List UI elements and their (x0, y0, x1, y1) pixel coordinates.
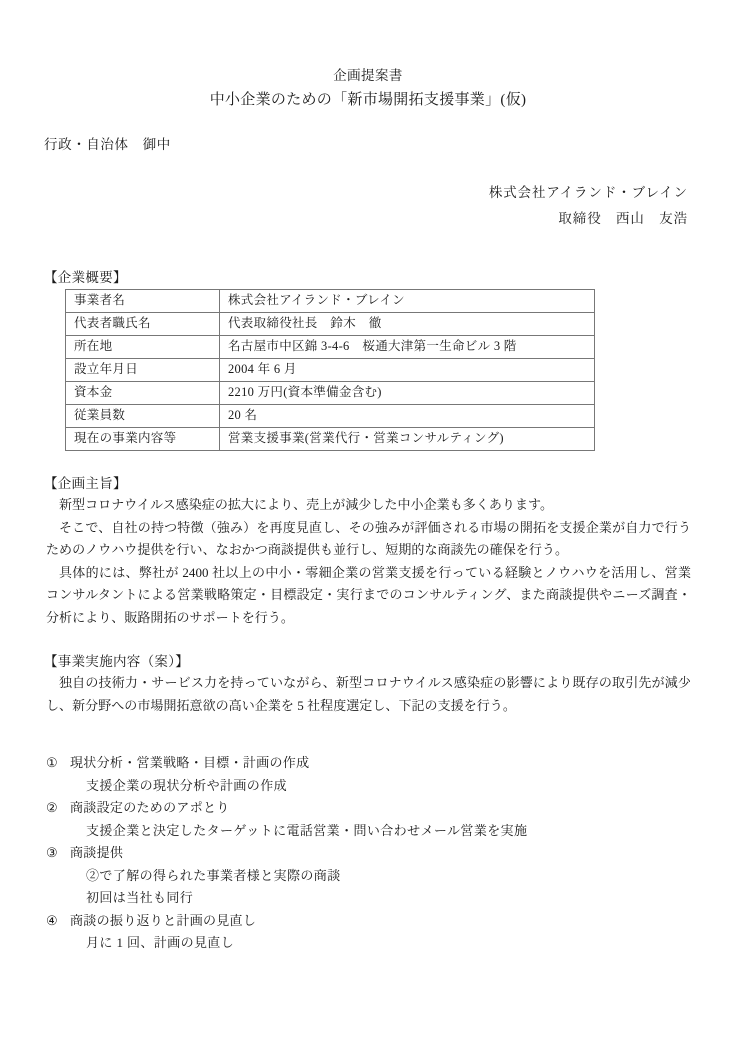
list-item-label: 商談設定のためのアポとり (70, 800, 230, 815)
table-cell-value: 2004 年 6 月 (220, 359, 595, 382)
list-item-sub-label: ②で了解の得られた事業者様と実際の商談 (86, 867, 341, 883)
body-paragraph: 具体的には、弊社が 2400 社以上の中小・零細企業の営業支援を行っている経験とノウハウを活用し、営業コンサルタントによる営業戦略策定・目標設定・実行までのコンサルティング、また商談提供やニーズ調査・分析により、販路開拓のサポートを行う。 (46, 564, 691, 625)
list-item-sub-label: 支援企業の現状分析や計画の作成 (86, 777, 288, 793)
table-cell-value: 株式会社アイランド・ブレイン (220, 290, 595, 313)
company-overview-table-body (66, 290, 595, 451)
list-item (46, 797, 691, 820)
list-item-sub-label: 初回は当社も同行 (86, 890, 194, 905)
table-cell-label: 現在の事業内容等 (66, 428, 220, 451)
section-heading-implementation-plan: 【事業実施内容（案）】 (44, 654, 190, 669)
table-cell-label: 設立年月日 (66, 359, 220, 382)
company-overview-table (65, 289, 595, 451)
table-cell-value: 20 名 (220, 405, 595, 428)
table-row (66, 359, 595, 382)
table-cell-label: 資本金 (66, 382, 220, 405)
addressee-line: 行政・自治体 御中 (44, 137, 171, 152)
list-item-label: 商談の振り返りと計画の見直し (70, 912, 257, 928)
section-heading-proposal-purpose: 【企画主旨】 (44, 476, 127, 491)
table-cell-label: 従業員数 (66, 405, 220, 428)
document-title-main: 企画提案書 (333, 68, 403, 83)
list-item-label: 現状分析・営業戦略・目標・計画の作成 (70, 755, 310, 770)
signature-company: 株式会社アイランド・ブレイン (488, 185, 688, 200)
list-item-marker: ③ (46, 845, 58, 860)
document-title-block (0, 64, 736, 113)
list-item-label: 商談提供 (70, 845, 124, 860)
section-heading-company-overview: 【企業概要】 (44, 270, 127, 285)
table-row (66, 290, 595, 313)
list-item-marker: ② (46, 800, 58, 815)
document-title-sub: 中小企業のための「新市場開拓支援事業」(仮) (209, 92, 527, 108)
implementation-plan-item-list (46, 752, 691, 955)
table-cell-label: 代表者職氏名 (66, 313, 220, 336)
table-cell-value: 名古屋市中区錦 3-4-6 桜通大津第一生命ビル 3 階 (220, 336, 595, 359)
list-item (46, 842, 691, 865)
list-item-marker: ④ (46, 912, 58, 928)
list-item (46, 910, 691, 933)
body-paragraph: 新型コロナウイルス感染症の拡大により、売上が減少した中小企業も多くあります。 (59, 497, 554, 512)
table-cell-label: 所在地 (66, 336, 220, 359)
table-cell-value: 営業支援事業(営業代行・営業コンサルティング) (220, 428, 595, 451)
proposal-purpose-body (46, 494, 691, 629)
table-row (66, 405, 595, 428)
list-item-sub-label: 支援企業と決定したターゲットに電話営業・問い合わせメール営業を実施 (86, 822, 528, 838)
implementation-plan-body (46, 672, 691, 717)
table-row (66, 336, 595, 359)
table-row (66, 313, 595, 336)
list-item-marker: ① (46, 755, 58, 770)
signature-block (489, 180, 688, 232)
body-paragraph: 独自の技術力・サービス力を持っていながら、新型コロナウイルス感染症の影響により既存の取引先が減少し、新分野への市場開拓意欲の高い企業を 5 社程度選定し、下記の支援を行う。 (46, 675, 691, 713)
signature-person: 取締役 西山 友浩 (558, 211, 688, 226)
body-paragraph: そこで、自社の持つ特徴（強み）を再度見直し、その強みが評価される市場の開拓を支援企業が自力で行うためのノウハウ提供を行い、なおかつ商談提供も並行し、短期的な商談先の確保を行う。 (46, 519, 691, 557)
list-item-sub-label: 月に 1 回、計画の見直し (86, 935, 235, 950)
list-item (46, 752, 691, 775)
table-cell-value: 2210 万円(資本準備金含む) (220, 382, 595, 405)
table-cell-label: 事業者名 (66, 290, 220, 313)
table-cell-value: 代表取締役社長 鈴木 徹 (220, 313, 595, 336)
table-row (66, 382, 595, 405)
table-row (66, 428, 595, 451)
